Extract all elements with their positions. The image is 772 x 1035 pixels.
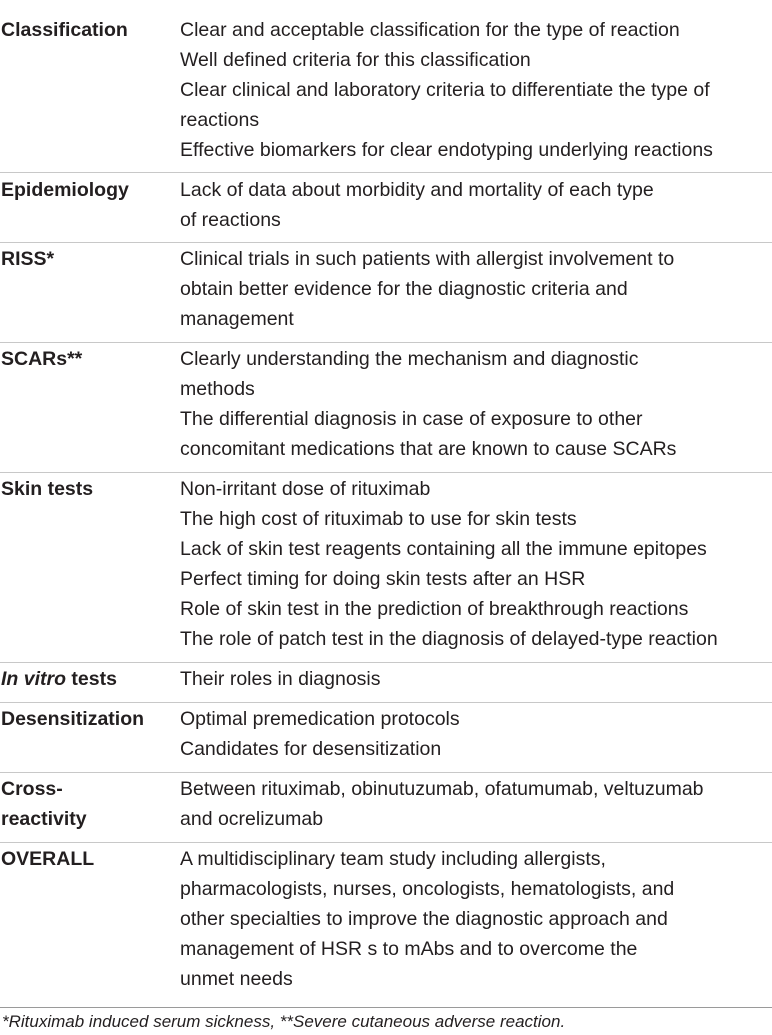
need-item: The role of patch test in the diagnosis of delayed-type reaction	[180, 628, 718, 650]
need-item: Between rituximab, obinutuzumab, ofatumumab, veltuzumab	[180, 778, 704, 800]
table-row-in-vitro-tests	[0, 663, 772, 703]
category-italic-part: In vitro	[1, 668, 67, 690]
need-item: unmet needs	[180, 968, 293, 990]
table-row-scars	[0, 343, 772, 473]
table-row-riss	[0, 243, 772, 343]
need-item: Non-irritant dose of rituximab	[180, 478, 431, 500]
row-category: Classification	[1, 19, 128, 41]
row-needs	[180, 0, 772, 169]
row-category: RISS*	[1, 248, 55, 270]
row-needs	[180, 243, 772, 338]
need-item: Lack of data about morbidity and mortality of each type	[180, 179, 654, 201]
need-item: Optimal premedication protocols	[180, 708, 460, 730]
need-item: Clinical trials in such patients with allergist involvement to	[180, 248, 675, 270]
row-category: SCARs**	[1, 348, 83, 370]
category-line: Cross-	[1, 778, 63, 800]
need-item: methods	[180, 378, 255, 400]
row-needs	[180, 343, 772, 468]
row-needs	[180, 473, 772, 658]
need-item: The high cost of rituximab to use for skin tests	[180, 508, 577, 530]
need-item: Perfect timing for doing skin tests after an HSR	[180, 568, 586, 590]
table-footnote: *Rituximab induced serum sickness, **Severe cutaneous adverse reaction.	[2, 1012, 566, 1031]
need-item: The differential diagnosis in case of exposure to other	[180, 408, 643, 430]
need-item: A multidisciplinary team study including allergists,	[180, 848, 606, 870]
need-item: Lack of skin test reagents containing all the immune epitopes	[180, 538, 707, 560]
row-needs	[180, 663, 772, 698]
need-item: Candidates for desensitization	[180, 738, 442, 760]
need-item: Well defined criteria for this classification	[180, 49, 531, 71]
row-needs	[180, 173, 772, 239]
table-row-classification	[0, 0, 772, 173]
row-category: Desensitization	[1, 708, 145, 730]
category-rest-part: tests	[66, 668, 117, 690]
row-category	[1, 774, 171, 834]
need-item: Role of skin test in the prediction of breakthrough reactions	[180, 598, 689, 620]
need-item: Effective biomarkers for clear endotyping underlying reactions	[180, 139, 713, 161]
need-item: obtain better evidence for the diagnostic criteria and	[180, 278, 628, 300]
need-item: management of HSR s to mAbs and to overcome the	[180, 938, 638, 960]
row-needs	[180, 843, 772, 998]
need-item: reactions	[180, 109, 260, 131]
need-item: other specialties to improve the diagnostic approach and	[180, 908, 668, 930]
row-needs	[180, 773, 772, 838]
need-item: Their roles in diagnosis	[180, 668, 381, 690]
row-category: Epidemiology	[1, 179, 129, 201]
need-item: and ocrelizumab	[180, 808, 324, 830]
need-item: of reactions	[180, 209, 281, 231]
need-item: concomitant medications that are known to cause SCARs	[180, 438, 677, 460]
row-category	[1, 664, 171, 694]
table-row-skin-tests	[0, 473, 772, 663]
need-item: Clear clinical and laboratory criteria to differentiate the type of	[180, 79, 710, 101]
table-row-cross-reactivity	[0, 773, 772, 843]
row-category: OVERALL	[1, 848, 95, 870]
table-row-overall	[0, 843, 772, 1008]
need-item: pharmacologists, nurses, oncologists, hematologists, and	[180, 878, 675, 900]
category-line: reactivity	[1, 808, 87, 830]
need-item: Clear and acceptable classification for the type of reaction	[180, 19, 680, 41]
table-row-epidemiology	[0, 173, 772, 243]
row-needs	[180, 703, 772, 768]
need-item: Clearly understanding the mechanism and diagnostic	[180, 348, 639, 370]
row-category: Skin tests	[1, 478, 94, 500]
table-row-desensitization	[0, 703, 772, 773]
need-item: management	[180, 308, 294, 330]
